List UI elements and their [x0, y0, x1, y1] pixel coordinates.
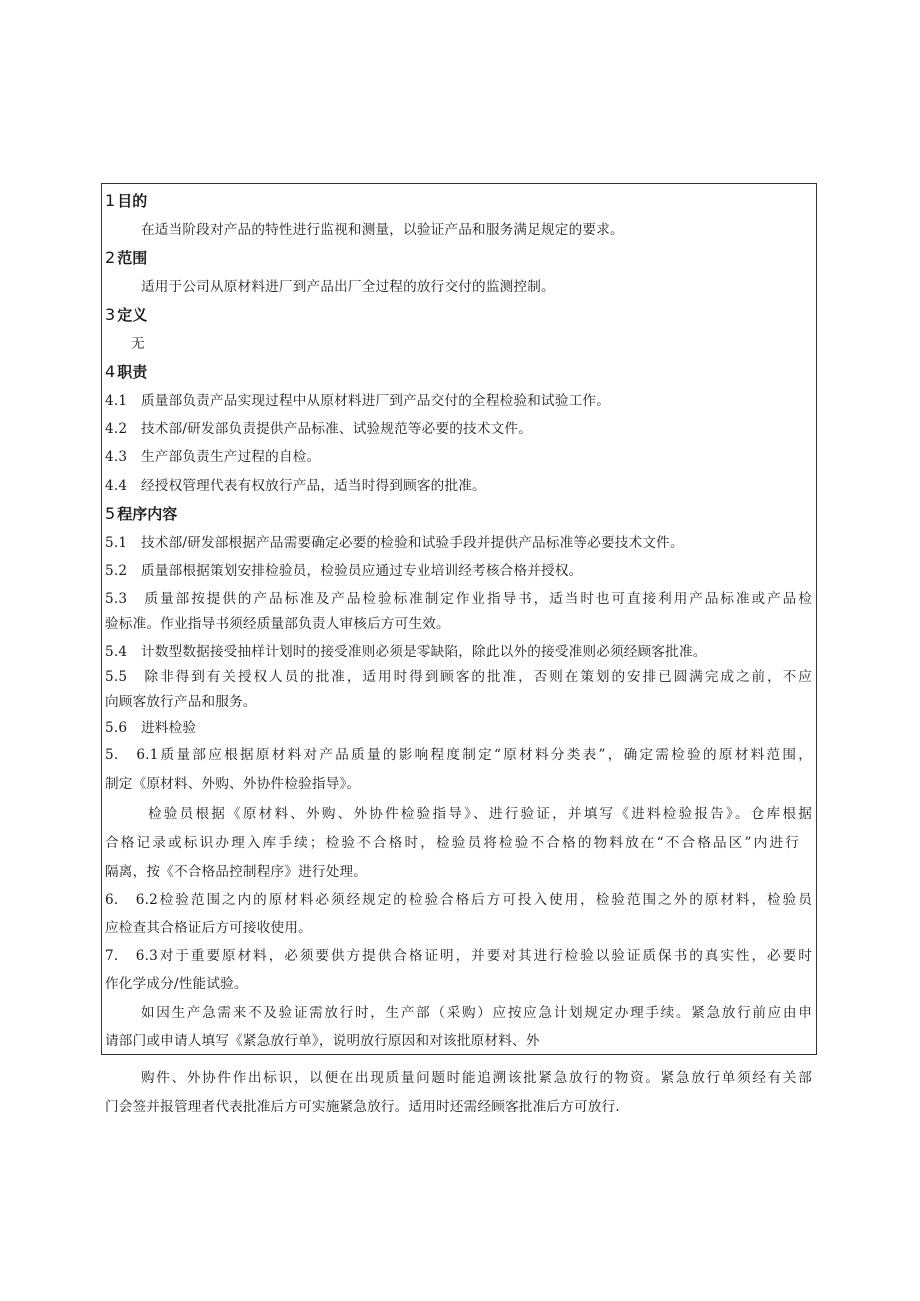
list-item: 4.1 质量部负责产品实现过程中从原材料进厂到产品交付的全程检验和试验工作。: [105, 393, 610, 409]
list-item: 5.4 计数型数据接受抽样计划时的接受准则必须是零缺陷，除此以外的接受准则必须经顾客批准。: [105, 644, 707, 660]
section-3-text: 无: [131, 336, 145, 352]
subsection-heading: 5.6 进料检验: [105, 720, 197, 736]
section-number: 5: [105, 504, 116, 523]
paragraph-line: 请部门或申请人填写《紧急放行单》，说明放行原因和对该批原材料、外: [105, 1033, 540, 1049]
section-1-heading: [105, 192, 147, 210]
section-2-heading: [105, 249, 147, 267]
paragraph-line: 门会签并报管理者代表批准后方可实施紧急放行。适用时还需经顾客批准后方可放行.: [105, 1099, 620, 1115]
section-number: 3: [105, 305, 116, 324]
section-title: 目的: [117, 192, 148, 210]
list-item-continuation: 应检查其合格证后方可接收使用。: [105, 920, 312, 936]
section-3-heading: [105, 306, 147, 324]
list-item-continuation: 作化学成分/性能试验。: [105, 976, 248, 992]
paragraph-line: 如因生产急需来不及验证需放行时，生产部（采购）应按应急计划规定办理手续。紧急放行前应由申: [141, 1005, 812, 1021]
section-title: 职责: [117, 363, 148, 381]
list-item: 4.2 技术部/研发部负责提供产品标准、试验规范等必要的技术文件。: [105, 421, 533, 437]
paragraph-line: 合格记录或标识办理入库手续；检验不合格时，检验员将检验不合格的物料放在“不合格品区”内进行: [105, 835, 799, 851]
list-item: 5. 6.1质量部应根据原材料对产品质量的影响程度制定“原材料分类表”，确定需检验的原材料范围，: [105, 747, 812, 763]
list-item: 5.3 质量部按提供的产品标准及产品检验标准制定作业指导书，适当时也可直接利用产品标准或产品检: [105, 591, 812, 607]
section-title: 定义: [117, 306, 148, 324]
list-item-continuation: 向顾客放行产品和服务。: [105, 694, 257, 710]
list-item: 5.1 技术部/研发部根据产品需要确定必要的检验和试验手段并提供产品标准等必要技术文件。: [105, 535, 684, 551]
list-item: 5.5 除非得到有关授权人员的批准，适用时得到顾客的批准，否则在策划的安排已圆满完成之前，不应: [105, 669, 812, 685]
section-number: 4: [105, 362, 116, 381]
list-item-continuation: 验标准。作业指导书须经质量部负责人审核后方可生效。: [105, 616, 450, 632]
paragraph-line: 隔离，按《不合格品控制程序》进行处理。: [105, 864, 368, 880]
section-5-heading: [105, 505, 177, 523]
paragraph-line: 检验员根据《原材料、外购、外协件检验指导》、进行验证，并填写《进料检验报告》。仓库根据: [148, 806, 812, 822]
section-number: 1: [105, 191, 116, 210]
list-item-continuation: 制定《原材料、外购、外协件检验指导》。: [105, 776, 361, 792]
list-item: 6. 6.2检验范围之内的原材料必须经规定的检验合格后方可投入使用，检验范围之外的原材料，检验员: [105, 892, 812, 908]
list-item: 5.2 质量部根据策划安排检验员，检验员应通过专业培训经考核合格并授权。: [105, 563, 583, 579]
list-item: 7. 6.3对于重要原材料，必须要供方提供合格证明，并要对其进行检验以验证质保书的真实性，必要时: [105, 948, 812, 964]
section-title: 程序内容: [117, 505, 178, 523]
section-1-text: 在适当阶段对产品的特性进行监视和测量，以验证产品和服务满足规定的要求。: [141, 222, 624, 238]
section-title: 范围: [117, 249, 148, 267]
section-4-heading: [105, 363, 147, 381]
list-item: 4.3 生产部负责生产过程的自检。: [105, 449, 321, 465]
list-item: 4.4 经授权管理代表有权放行产品，适当时得到顾客的批准。: [105, 478, 486, 494]
paragraph-line: 购件、外协件作出标识，以便在出现质量问题时能追溯该批紧急放行的物资。紧急放行单须经有关部: [141, 1070, 812, 1086]
section-2-text: 适用于公司从原材料进厂到产品出厂全过程的放行交付的监测控制。: [141, 279, 555, 295]
section-number: 2: [105, 248, 116, 267]
